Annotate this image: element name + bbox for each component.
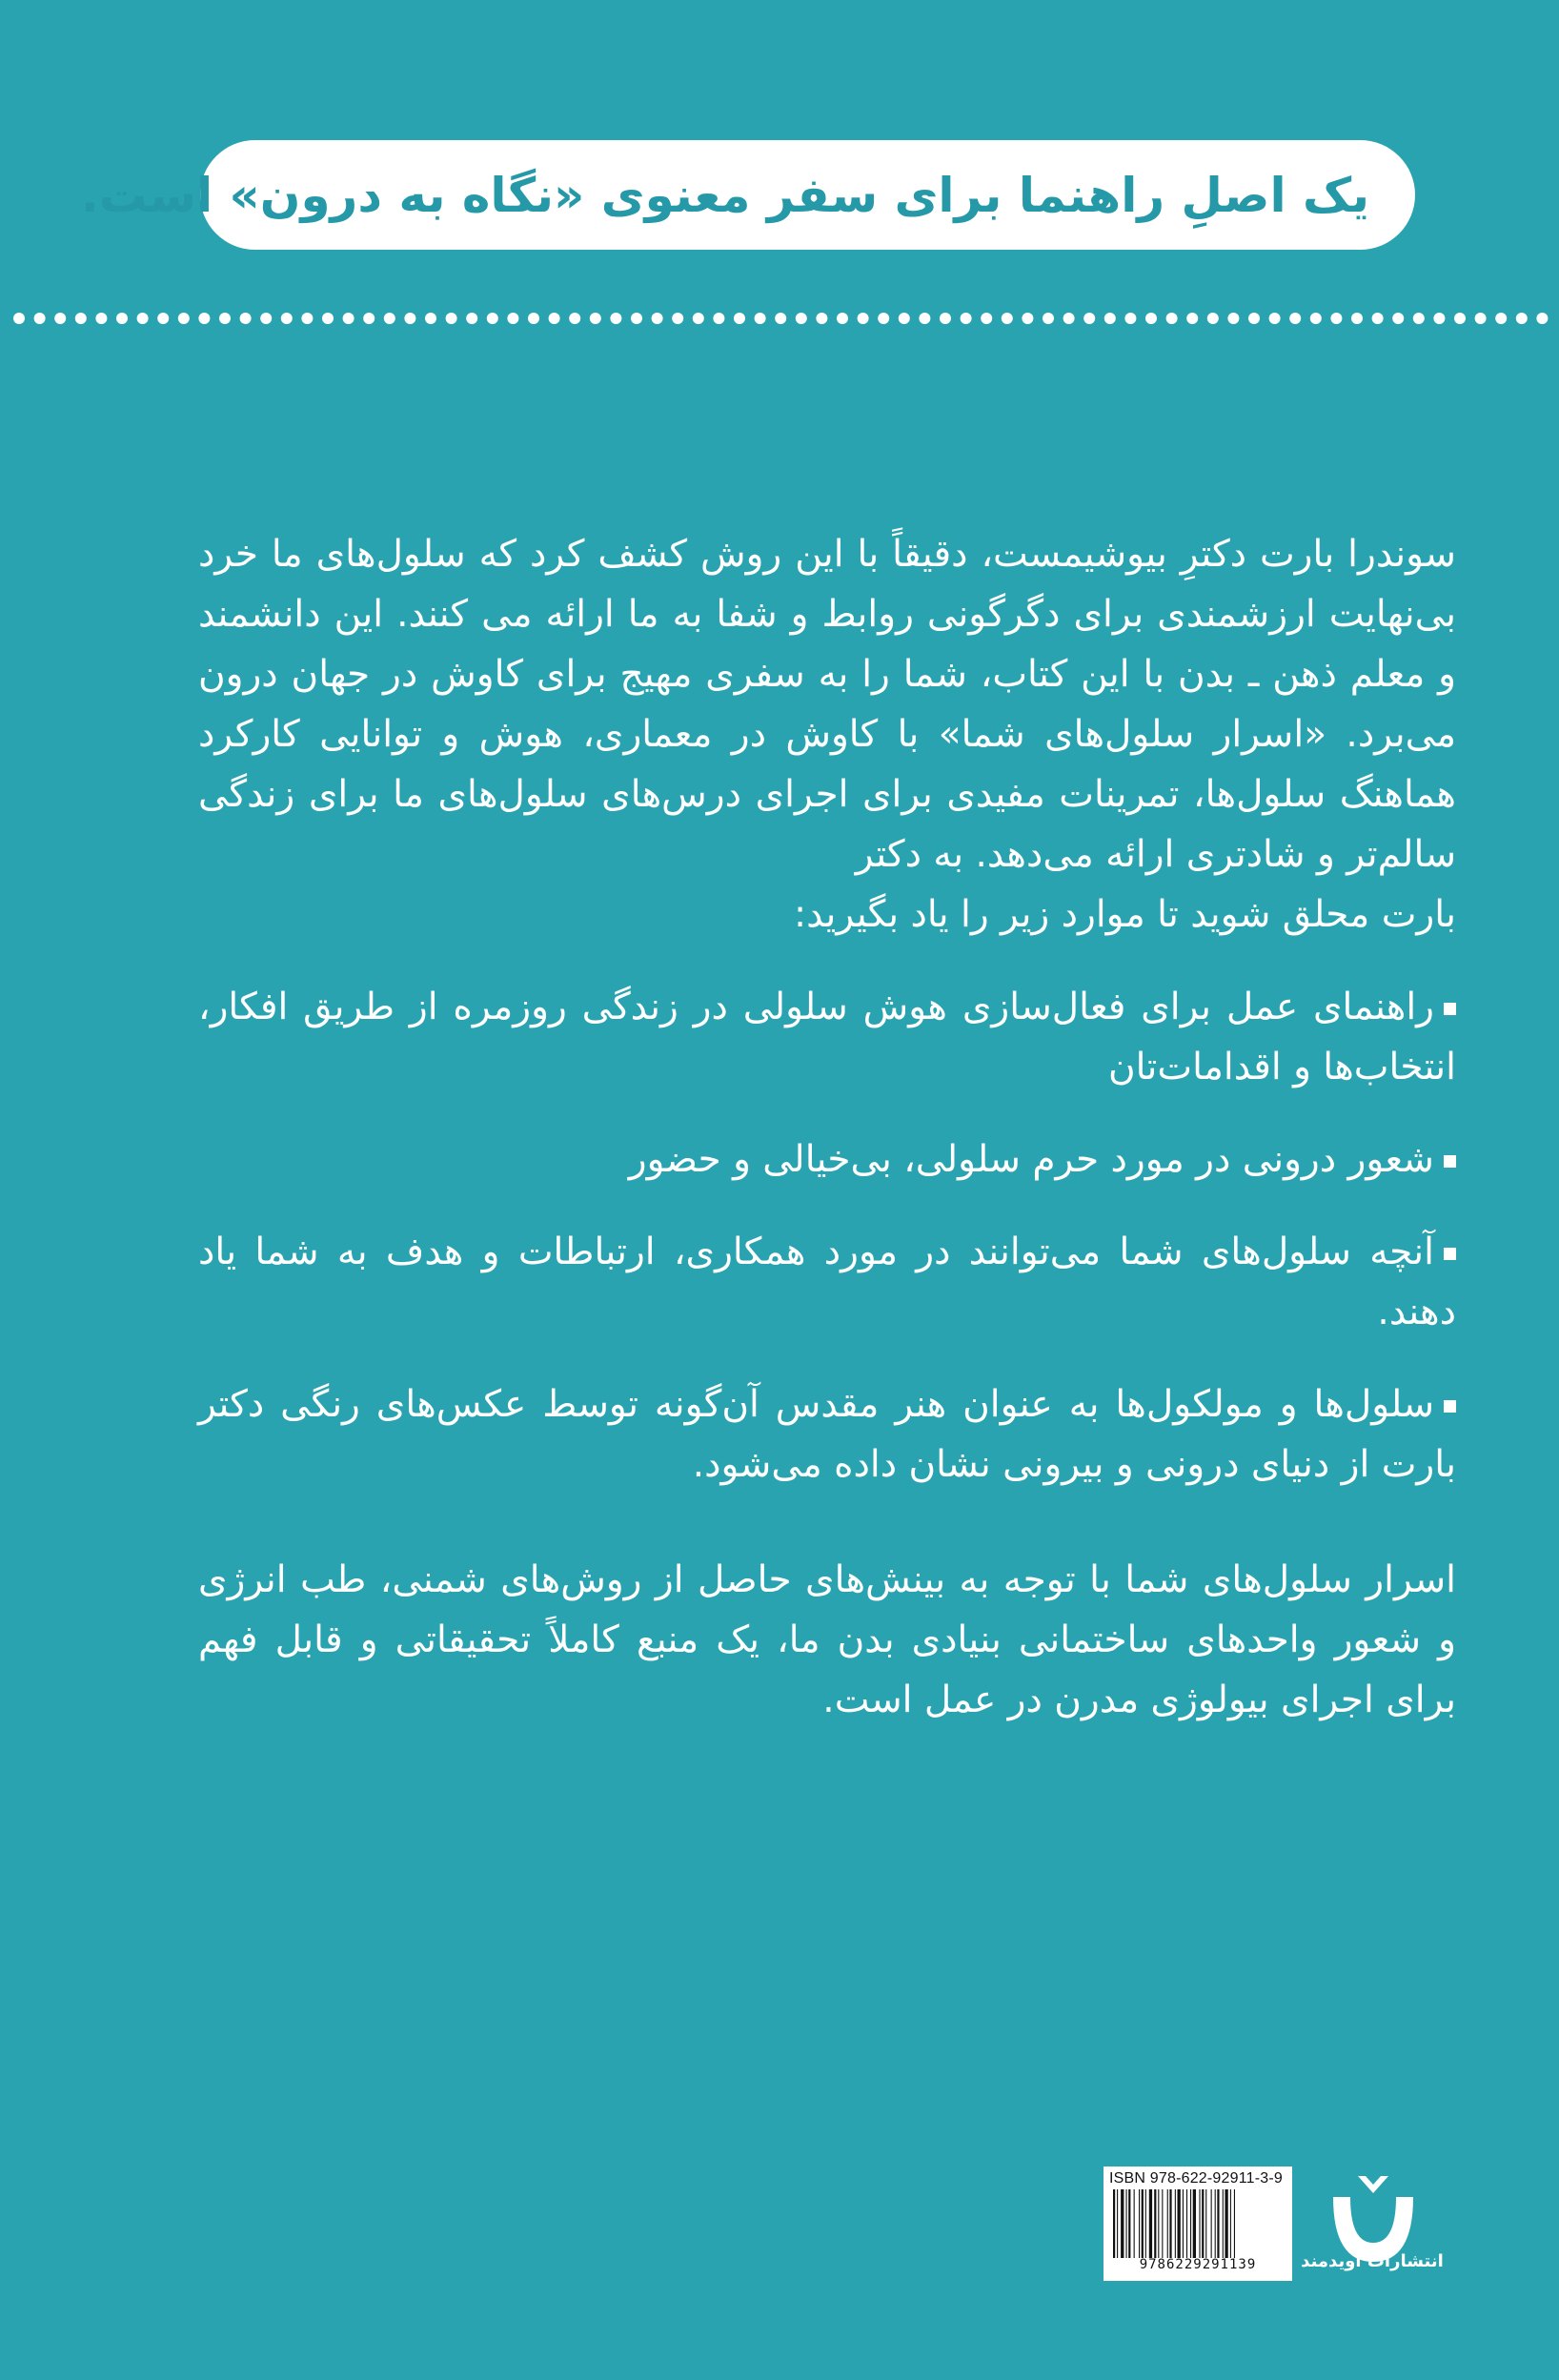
divider-dot	[178, 313, 190, 324]
barcode-bar	[1211, 2189, 1212, 2258]
divider-dot	[734, 313, 745, 324]
bullet-item	[198, 1129, 1456, 1190]
bullet-square-icon	[1444, 1003, 1456, 1015]
barcode-bar	[1199, 2189, 1200, 2258]
barcode-bar	[1117, 2189, 1118, 2258]
barcode-bar	[1169, 2189, 1171, 2258]
divider-dot	[54, 313, 66, 324]
divider-dot	[919, 313, 930, 324]
divider-dot	[837, 313, 848, 324]
divider-dot	[1083, 313, 1095, 324]
barcode-bar	[1223, 2189, 1224, 2258]
divider-dot	[1475, 313, 1487, 324]
divider-dot	[487, 313, 498, 324]
divider-dot	[1310, 313, 1322, 324]
barcode-bar	[1217, 2189, 1219, 2258]
divider-dot	[1536, 313, 1548, 324]
divider-dot	[961, 313, 972, 324]
divider-dot	[466, 313, 477, 324]
divider-dot	[858, 313, 869, 324]
barcode-bars	[1109, 2189, 1286, 2258]
divider-dot	[343, 313, 354, 324]
closing-paragraph: اسرار سلول‌های شما با توجه به بینش‌های حاصل از روش‌های شمنی، طب انرژی و شعور واحدهای ساختمانی بنیادی بدن ما، یک منبع کاملاً تحقیقاتی و قابل فهم برای اجرای بیولوژی مدرن در عمل است.	[198, 1558, 1456, 1721]
isbn-label: ISBN 978-622-92911-3-9	[1109, 2170, 1283, 2187]
bullet-text: سلول‌ها و مولکول‌ها به عنوان هنر مقدس آن‌گونه توسط عکس‌های رنگی دکتر بارت از دنیای درونی و بیرونی نشان داده می‌شود.	[198, 1383, 1456, 1486]
bullet-item	[198, 977, 1456, 1097]
bullet-text: آنچه سلول‌های شما می‌توانند در مورد همکاری، ارتباطات و هدف به شما یاد دهند.	[198, 1231, 1456, 1333]
divider-dot	[425, 313, 436, 324]
barcode-bar	[1149, 2189, 1152, 2258]
divider-dot	[1145, 313, 1157, 324]
barcode-bar	[1126, 2189, 1127, 2258]
divider-dot	[240, 313, 252, 324]
bullet-square-icon	[1444, 1248, 1456, 1260]
divider-dot	[1269, 313, 1281, 324]
barcode-bar	[1230, 2189, 1231, 2258]
divider-dot	[260, 313, 272, 324]
divider-dot	[1002, 313, 1013, 324]
divider-dot	[878, 313, 889, 324]
intro-line: ما خرد بی‌نهایت ارزشمندی برای دگرگونی روابط و شفا به ما ارائه می کنند.	[198, 533, 1456, 636]
divider-dot	[1372, 313, 1384, 324]
divider-dot	[693, 313, 704, 324]
intro-line: کاوش در جهان درون می‌برد. «اسرار سلول‌های شما» با کاوش در معماری،	[198, 653, 1456, 756]
barcode-bar	[1183, 2189, 1184, 2258]
divider-dot	[816, 313, 827, 324]
divider-dot	[1104, 313, 1116, 324]
divider-dot	[631, 313, 642, 324]
divider-dot	[446, 313, 457, 324]
divider-dot	[590, 313, 601, 324]
dotted-divider	[8, 304, 1551, 333]
intro-line: سوندرا بارت دکترِ بیوشیمست، دقیقاً با این روش کشف کرد که سلول‌های	[315, 533, 1456, 576]
divider-dot	[899, 313, 910, 324]
intro-line: این دانشمند و معلم ذهن ـ بدن با این کتاب، شما را به سفری مهیج برای	[198, 593, 1456, 696]
barcode-bar	[1154, 2189, 1156, 2258]
divider-dot	[1022, 313, 1033, 324]
divider-dot	[713, 313, 724, 324]
divider-dot	[652, 313, 663, 324]
barcode-bar	[1205, 2189, 1206, 2258]
divider-dot	[322, 313, 334, 324]
tagline-banner	[80, 140, 1415, 250]
barcode-bar	[1190, 2189, 1191, 2258]
divider-dot	[1330, 313, 1342, 324]
divider-dot	[569, 313, 580, 324]
divider-dot	[507, 313, 518, 324]
divider-dot	[672, 313, 683, 324]
divider-dot	[157, 313, 169, 324]
barcode-bar	[1142, 2189, 1144, 2258]
divider-dot	[981, 313, 992, 324]
divider-dot	[34, 313, 46, 324]
divider-dot	[384, 313, 395, 324]
divider-dot	[1186, 313, 1198, 324]
barcode-bar	[1202, 2189, 1204, 2258]
barcode-bar	[1162, 2189, 1163, 2258]
divider-dot	[198, 313, 210, 324]
bullet-text: راهنمای عمل برای فعال‌سازی هوش سلولی در زندگی روزمره از طریق افکار، انتخاب‌ها و اقدامات‌تان	[198, 986, 1456, 1088]
divider-dot	[363, 313, 375, 324]
divider-dot	[1166, 313, 1178, 324]
divider-dot	[75, 313, 87, 324]
divider-dot	[549, 313, 560, 324]
publisher-name: انتشارات آویدمند	[1301, 2251, 1444, 2271]
barcode-bar	[1134, 2189, 1135, 2258]
divider-dot	[1124, 313, 1136, 324]
divider-dot	[528, 313, 539, 324]
divider-dot	[1413, 313, 1425, 324]
divider-dot	[610, 313, 621, 324]
divider-dot	[1454, 313, 1466, 324]
divider-dot	[1227, 313, 1239, 324]
divider-dot	[219, 313, 231, 324]
divider-dot	[1289, 313, 1301, 324]
bullet-text: شعور درونی در مورد حرم سلولی، بی‌خیالی و حضور	[628, 1138, 1434, 1181]
barcode-bar	[1186, 2189, 1187, 2258]
divider-dot	[95, 313, 107, 324]
divider-dot	[1495, 313, 1507, 324]
intro-paragraph	[198, 524, 1456, 945]
divider-dot	[775, 313, 786, 324]
divider-dot	[1516, 313, 1528, 324]
divider-dot	[940, 313, 951, 324]
barcode-bar	[1167, 2189, 1168, 2258]
divider-dot	[1248, 313, 1260, 324]
divider-dot	[796, 313, 807, 324]
divider-dot	[13, 313, 25, 324]
intro-line: بارت محلق شوید تا موارد زیر را یاد بگیرید:	[793, 893, 1456, 936]
barcode-bar	[1145, 2189, 1146, 2258]
divider-dot	[281, 313, 293, 324]
divider-dot	[137, 313, 149, 324]
barcode-bar	[1121, 2189, 1124, 2258]
barcode-bar	[1234, 2189, 1235, 2258]
divider-dot	[116, 313, 128, 324]
divider-dot	[755, 313, 766, 324]
barcode-bar	[1175, 2189, 1176, 2258]
bullet-square-icon	[1444, 1155, 1456, 1168]
intro-line: درس‌های سلول‌های ما برای زندگی سالم‌تر و شادتری ارائه می‌دهد. به دکتر	[198, 773, 1456, 876]
divider-dot	[1207, 313, 1219, 324]
bullet-item	[198, 1374, 1456, 1495]
bullet-square-icon	[1444, 1400, 1456, 1413]
divider-dot	[404, 313, 415, 324]
divider-dot	[1392, 313, 1404, 324]
isbn-barcode	[1103, 2166, 1292, 2281]
barcode-bar	[1215, 2189, 1216, 2258]
divider-dot	[1043, 313, 1054, 324]
barcode-bar	[1193, 2189, 1196, 2258]
barcode-bar	[1158, 2189, 1159, 2258]
tagline-text: یک اصلِ راهنما برای سفر معنوی «نگاه به درون» است.	[80, 167, 1369, 223]
barcode-bar	[1178, 2189, 1181, 2258]
intro-line: هوش و توانایی کارکرد هماهنگ سلول‌ها، تمرینات مفیدی برای اجرای	[198, 713, 1456, 816]
barcode-bar	[1113, 2189, 1115, 2258]
divider-dot	[1351, 313, 1363, 324]
barcode-bar	[1139, 2189, 1140, 2258]
barcode-bar	[1128, 2189, 1130, 2258]
divider-dot	[301, 313, 313, 324]
bullet-item	[198, 1222, 1456, 1342]
divider-dot	[1433, 313, 1445, 324]
barcode-digits: 9786229291139	[1139, 2257, 1257, 2272]
description-body	[198, 524, 1456, 1730]
divider-dot	[1063, 313, 1075, 324]
barcode-bar	[1225, 2189, 1227, 2258]
